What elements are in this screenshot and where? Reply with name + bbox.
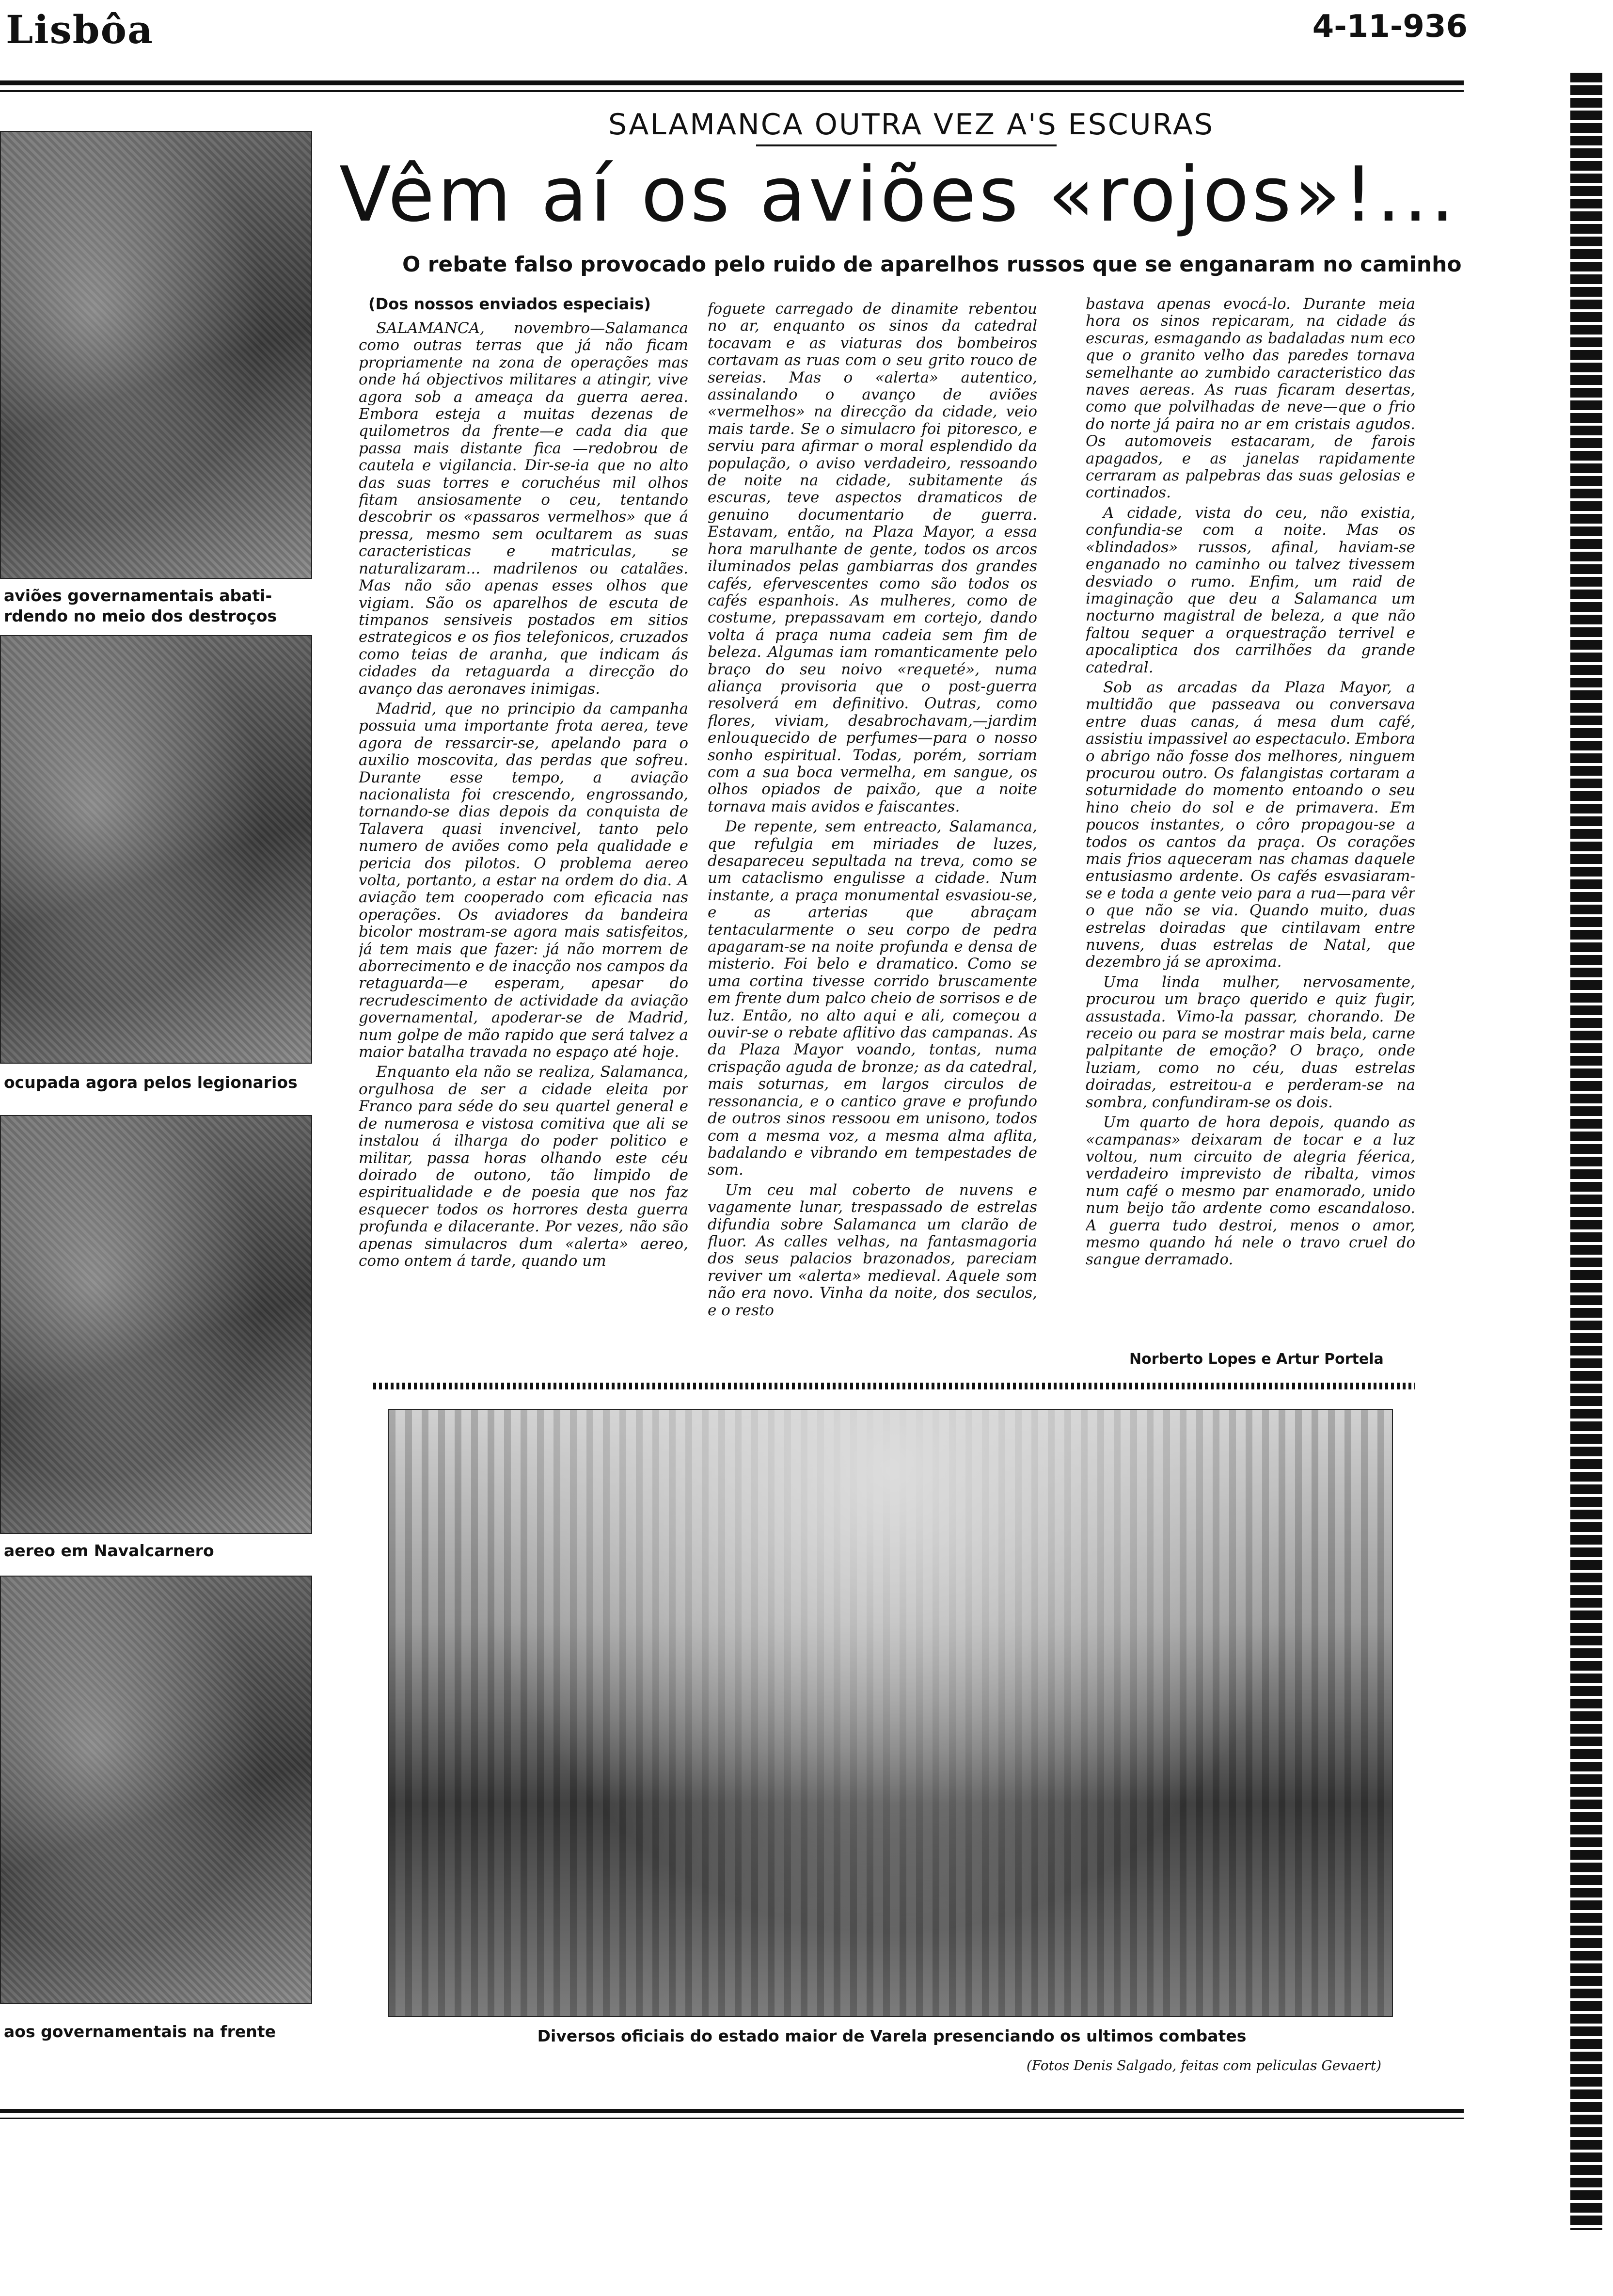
- left-photo-4: [0, 1576, 312, 2004]
- paragraph: Um quarto de hora depois, quando as «campanas» deixaram de tocar e a luz voltou, num circuito de alegria féerica, verdadeiro imprevisto de ribalta, vimos num café o mesmo par enamorado, unido num beijo tão ardente como escandaloso. A guerra tudo destroi, menos o amor, mesmo quando há nele o travo cruel do sangue derramado.: [1086, 1114, 1415, 1269]
- article-column-3: [1086, 296, 1415, 1338]
- paragraph: A cidade, vista do ceu, não existia, confundia-se com a noite. Mas os «blindados» russos, afinal, haviam-se enganado no caminho ou talvez tivessem desviado o rumo. Enfim, um raid de imaginação que deu a Salamanca um nocturno magistral de beleza, a que não faltou sequer a orquestração terrivel e apocaliptica dos carrilhões da grande catedral.: [1086, 504, 1415, 676]
- article-deck: O rebate falso provocado pelo ruido de aparelhos russos que se enganaram no caminho: [402, 252, 1462, 277]
- paragraph: Um ceu mal coberto de nuvens e vagamente lunar, trespassado de estrelas difundia sobre Salamanca um clarão de fluor. As calles velhas, na fantasmagoria dos seus palacios brazonados, pareciam reviver um «alerta» medieval. Aquele som não era novo. Vinha da noite, dos seculos, e o resto: [708, 1181, 1037, 1319]
- left-photo-3: [0, 1115, 312, 1534]
- left-photo-1: [0, 131, 312, 579]
- paragraph: Sob as arcadas da Plaza Mayor, a multidão que passeava ou conversava entre duas canas, á mesa dum café, assistiu impassivel ao espectaculo. Embora o abrigo não fosse dos melhores, ninguem procurou outro. Os falangistas cortaram a soturnidade do momento entoando o seu hino cheio do sol e de primavera. Em poucos instantes, o côro propagou-se a todos os cantos da praça. Os corações mais frios aqueceram nas chamas daquele entusiasmo ardente. Os cafés esvasiaram-se e toda a gente veio para a rua—para vêr o que não se via. Quando muito, duas estrelas doiradas que cintilavam entre nuvens, duas estrelas de Natal, que dezembro já se aproxima.: [1086, 678, 1415, 971]
- photo-credit: (Fotos Denis Salgado, feitas com peliculas Gevaert): [1026, 2057, 1381, 2073]
- left-caption-1: aviões governamentais abati- rdendo no meio dos destroços: [4, 586, 277, 625]
- paragraph: Enquanto ela não se realiza, Salamanca, orgulhosa de ser a cidade eleita por Franco para séde do seu quartel general e de numerosa e vistosa comitiva que ali se instalou á ilharga do poder politico e militar, passa horas olhando este céu doirado de outono, tão limpido de espiritualidade e de poesia que nos faz esquecer todos os horrores desta guerra profunda e dilacerante. Por vezes, não são apenas simulacros dum «alerta» aereo, como ontem á tarde, quando um: [359, 1063, 688, 1270]
- right-margin-bar: [1570, 73, 1602, 2230]
- bottom-rule-thin: [0, 2118, 1464, 2119]
- main-photo: [388, 1409, 1393, 2017]
- masthead-rule: [0, 80, 1464, 85]
- section-dotted-rule: [373, 1383, 1415, 1389]
- article-kicker: SALAMANCA OUTRA VEZ A'S ESCURAS: [608, 108, 1214, 142]
- paragraph: foguete carregado de dinamite rebentou no ar, enquanto os sinos da catedral tocavam e as viaturas dos bombeiros cortavam as ruas com o seu grito rouco de sereias. Mas o «alerta» autentico, assinalando o avanço de aviões «vermelhos» na direcção da cidade, veio mais tarde. Se o simulacro foi pitoresco, e serviu para afirmar o moral esplendido da população, o aviso verdadeiro, ressoando de noite na cidade, subitamente ás escuras, teve aspectos dramaticos de genuino documentario de guerra. Estavam, então, na Plaza Mayor, a essa hora marulhante de gente, todos os arcos iluminados pelas gambiarras dos grandes cafés, efervescentes como são todos os cafés espanhois. As mulheres, como de costume, prepassavam em cortejo, dando volta á praça numa cadeia sem fim de beleza. Algumas iam romanticamente pelo braço do seu noivo «requeté», numa aliança provisoria que o post-guerra resolverá em definitivo. Outras, como flores, viviam, desabrochavam,—jardim enlouquecido de perfumes—para o nosso sonho espiritual. Todas, porém, sorriam com a sua boca vermelha, em sangue, os olhos opiados de paixão, que a noite tornava mais avidos e faiscantes.: [708, 301, 1037, 815]
- paragraph: bastava apenas evocá-lo. Durante meia hora os sinos repicaram, na cidade ás escuras, esmagando as badaladas num eco que o granito velho das paredes tornava semelhante ao zumbido caracteristico das naves aereas. As ruas ficaram desertas, como que polvilhadas de neve—que o frio do norte já paira no ar em cristais agudos. Os automoveis estacaram, de farois apagados, e as janelas rapidamente cerraram as palpebras das suas gelosias e cortinados.: [1086, 296, 1415, 502]
- left-photo-2: [0, 635, 312, 1064]
- paragraph: SALAMANCA, novembro—Salamanca como outras terras que já não ficam propriamente na zona de operações mas onde há objectivos militares a atingir, vive agora sob a ameaça da guerra aerea. Embora esteja a muitas dezenas de quilometros da frente—e cada dia que passa mais distante fica —redobrou de cautela e vigilancia. Dir-se-ia que no alto das suas torres e coruchéus mil olhos fitam ansiosamente o ceu, tentando descobrir os «passaros vermelhos» que á pressa, mesmo sem ocultarem as suas caracteristicas e matriculas, se naturalizaram... madrilenos ou catalães. Mas não são apenas esses olhos que vigiam. São os aparelhos de escuta de timpanos sensiveis postados em sitios estrategicos e os fios telefonicos, cruzados como teias de aranha, que indicam ás cidades da retaguarda a direcção do avanço das aeronaves inimigas.: [359, 320, 688, 698]
- left-caption-2: ocupada agora pelos legionarios: [4, 1073, 298, 1092]
- article-column-2: [708, 301, 1037, 1387]
- paragraph: Madrid, que no principio da campanha possuia uma importante frota aerea, teve agora de ressarcir-se, apelando para o auxilio moscovita, das perdas que sofreu. Durante esse tempo, a aviação nacionalista foi crescendo, engrossando, tornando-se dias depois da conquista de Talavera quasi invencivel, tanto pelo numero de aviões como pela qualidade e pericia dos pilotos. O problema aereo volta, portanto, a estar na ordem do dia. A aviação tem cooperado com eficacia nas operações. Os aviadores da bandeira bicolor mostram-se agora mais satisfeitos, já tem mais que fazer: já não morrem de aborrecimento e de inacção nos campos da retaguarda—e esperam, apesar do recrudescimento de actividade da aviação governamental, apoderar-se de Madrid, num golpe de mão rapido que será talvez a maior batalha travada no espaço até hoje.: [359, 700, 688, 1061]
- left-caption-4: aos governamentais na frente: [4, 2022, 276, 2041]
- bottom-rule: [0, 2109, 1464, 2113]
- issue-date: 4-11-936: [1312, 9, 1468, 45]
- newspaper-name: Lisbôa: [6, 7, 154, 52]
- article-headline: Vêm aí os aviões «rojos»!...: [339, 150, 1457, 239]
- author-signature: Norberto Lopes e Artur Portela: [1129, 1351, 1384, 1368]
- left-caption-3: aereo em Navalcarnero: [4, 1541, 214, 1560]
- kicker-underline: [756, 144, 1057, 146]
- source-line: (Dos nossos enviados especiais): [368, 295, 651, 313]
- paragraph: Uma linda mulher, nervosamente, procurou um braço querido e quiz fugir, assustada. Vimo-la passar, chorando. De receio ou para se mostrar mais bela, carne palpitante de emoção? O braço, onde luziam, como no céu, duas estrelas doiradas, estreitou-a e perderam-se na sombra, confundiram-se os dois.: [1086, 973, 1415, 1111]
- main-photo-caption: Diversos oficiais do estado maior de Varela presenciando os ultimos combates: [537, 2026, 1247, 2045]
- paragraph: De repente, sem entreacto, Salamanca, que refulgia em miriades de luzes, desapareceu sepultada na treva, como se um cataclismo engulisse a cidade. Num instante, a praça monumental esvasiou-se, e as arterias que abraçam tentacularmente o seu corpo de pedra apagaram-se na noite profunda e densa de misterio. Foi belo e dramatico. Como se uma cortina tivesse corrido bruscamente em frente dum palco cheio de sorrisos e de luz. Então, no alto aqui e ali, começou a ouvir-se o rebate aflitivo das campanas. As da Plaza Mayor voando, tontas, numa crispação aguda de bronze; as da catedral, mais soturnas, em largos circulos de ressonancia, e o cantico grave e profundo de outros sinos ressoou em unisono, todos com a mesma voz, a mesma alma aflita, badalando e vibrando em tempestades de som.: [708, 818, 1037, 1179]
- masthead-rule-thin: [0, 90, 1464, 92]
- article-column-1: [359, 320, 688, 1387]
